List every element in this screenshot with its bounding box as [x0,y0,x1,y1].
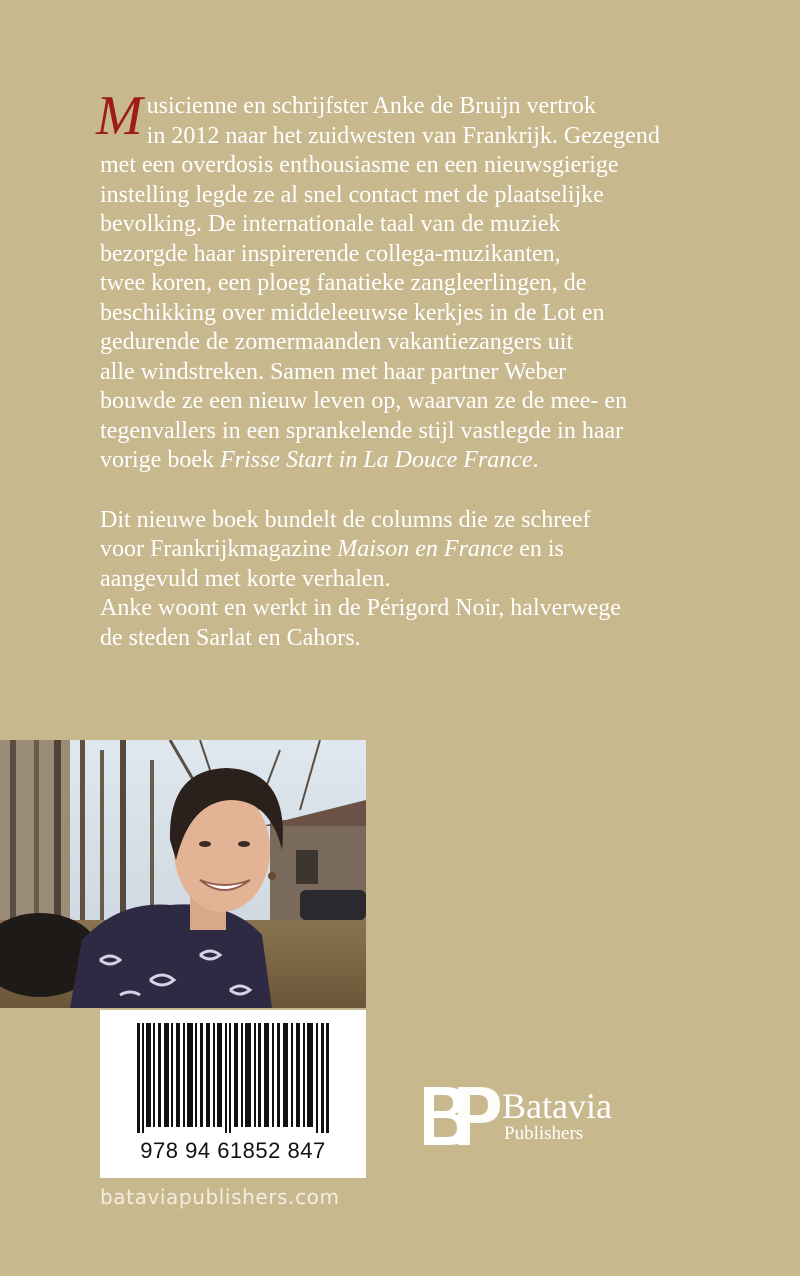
blurb-line: met een overdosis enthousiasme en een nieuwsgierige [100,152,619,178]
author-photo-image [0,740,366,1008]
blurb-line: Anke woont en werkt in de Périgord Noir, halverwege [100,595,621,621]
blurb-line: alle windstreken. Samen met haar partner Weber [100,358,567,385]
blurb-line-suffix: . [532,447,539,473]
blurb-line: bouwde ze een nieuw leven op, waarvan ze de mee- en [100,388,628,414]
blurb-line: bezorgde haar inspirerende collega-muzikanten, [100,240,561,267]
blurb-line: tegenvallers in een sprankelende stijl vastlegde in haar [100,417,624,444]
blurb-line: beschikking over middeleeuwse kerkjes in de Lot en [100,299,605,326]
blurb-line: gedurende de zomermaanden vakantiezangers uit [100,329,574,355]
blurb-paragraph-1 [96,85,740,476]
isbn-number: 978 94 61852 847 [140,1138,326,1163]
blurb-line-prefix: voor Frankrijkmagazine [100,536,338,562]
publisher-website: bataviapublishers.com [100,1185,340,1209]
author-photo [0,740,366,1008]
blurb-line: aangevuld met korte verhalen. [100,565,391,592]
magazine-title: Maison en France [337,536,514,562]
barcode [100,1010,366,1178]
batavia-bp-logo-icon [420,1083,502,1149]
publisher-subtitle: Publishers [504,1123,584,1144]
barcode-bars [137,1023,329,1133]
blurb-line: instelling legde ze al snel contact met de plaatselijke [100,181,604,208]
blurb-line: bevolking. De internationale taal van de muziek [100,211,561,237]
blurb-line: Dit nieuwe boek bundelt de columns die ze schreef [100,506,591,533]
blurb-line: usicienne en schrijfster Anke de Bruijn vertrok [146,93,596,119]
drop-cap: M [96,85,143,147]
blurb-paragraph-2 [100,506,740,654]
blurb-line: twee koren, een ploeg fanatieke zangleerlingen, de [100,270,587,296]
previous-book-title: Frisse Start in La Douce France [219,447,533,473]
publisher-logo [420,1083,650,1153]
blurb-line: in 2012 naar het zuidwesten van Frankrijk. Gezegend [146,122,660,149]
back-cover-blurb [96,85,740,653]
blurb-line: de steden Sarlat en Cahors. [100,624,361,651]
blurb-line-prefix: vorige boek [100,447,220,473]
blurb-line-suffix: en is [513,536,564,562]
publisher-name: Batavia [502,1086,612,1126]
